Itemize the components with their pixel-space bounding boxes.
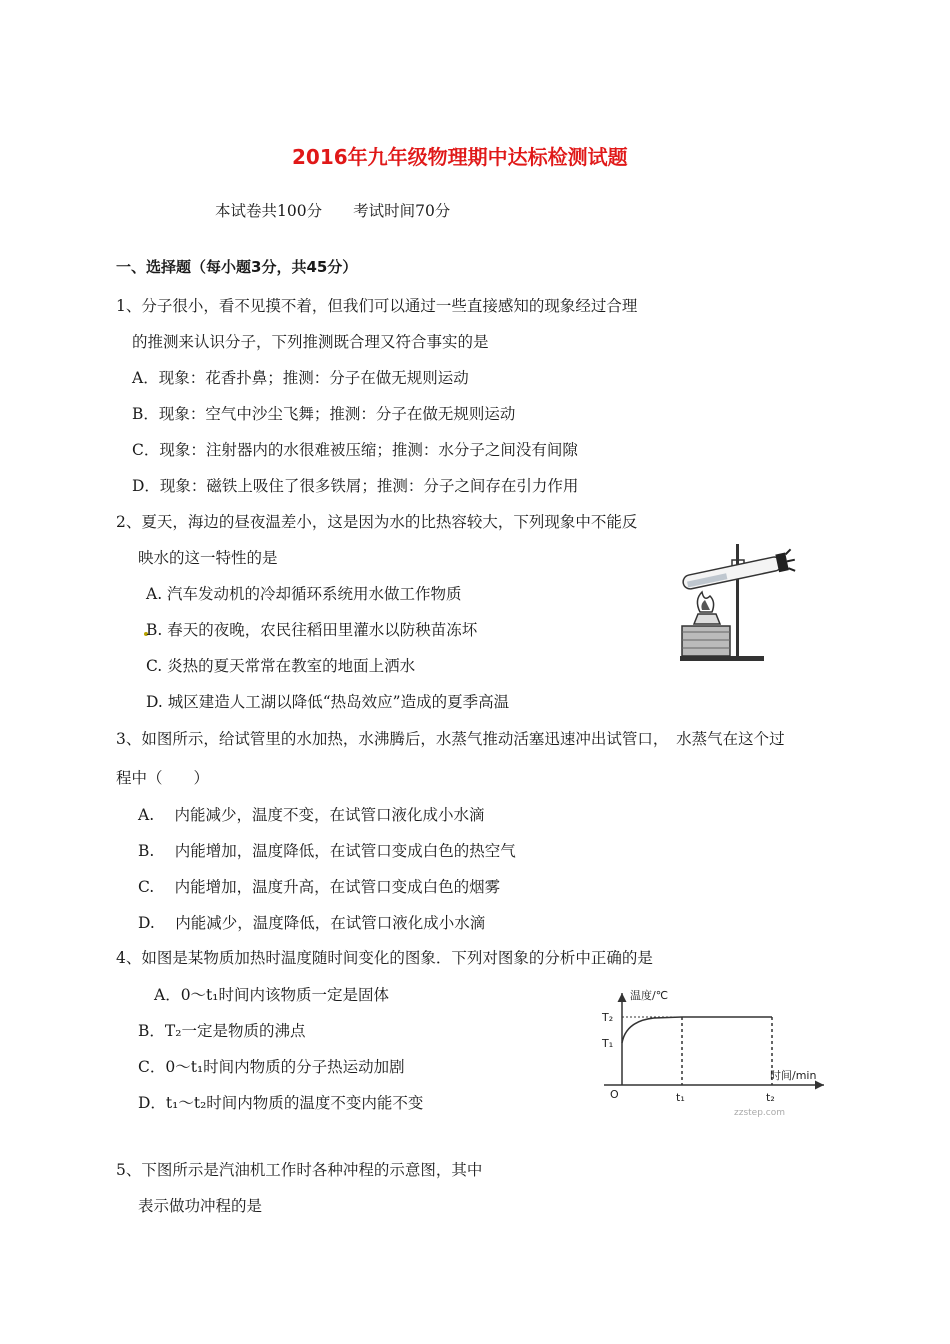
question-4-option-c: C．0～t₁时间内物质的分子热运动加剧	[138, 1058, 405, 1076]
question-4-option-b: B．T₂一定是物质的沸点	[138, 1022, 306, 1040]
question-3-option-c: C. 内能增加，温度升高，在试管口变成白色的烟雾	[138, 878, 501, 896]
question-1-option-d: D．现象：磁铁上吸住了很多铁屑；推测：分子之间存在引力作用	[132, 477, 579, 495]
question-1-option-b: B．现象：空气中沙尘飞舞；推测：分子在做无规则运动	[132, 405, 516, 423]
question-2-line-1: 2、夏天，海边的昼夜温差小，这是因为水的比热容较大，下列现象中不能反	[116, 513, 638, 531]
question-1-option-a: A．现象：花香扑鼻；推测：分子在做无规则运动	[132, 369, 469, 387]
question-2-option-c: C. 炎热的夏天常常在教室的地面上洒水	[146, 657, 416, 675]
question-3-option-a: A. 内能减少，温度不变，在试管口液化成小水滴	[138, 806, 485, 824]
question-2-option-b: B. 春天的夜晚，农民往稻田里灌水以防秧苗冻坏	[146, 621, 478, 639]
graph-tick-t1-temp: T₁	[602, 1037, 614, 1050]
question-1-line-2: 的推测来认识分子，下列推测既合理又符合事实的是	[132, 333, 489, 351]
question-4-option-a: A．0～t₁时间内该物质一定是固体	[154, 986, 389, 1004]
graph-watermark: zzstep.com	[734, 1108, 785, 1118]
question-3-option-b: B. 内能增加，温度降低，在试管口变成白色的热空气	[138, 842, 516, 860]
graph-tick-t2-temp: T₂	[602, 1011, 614, 1024]
question-1-option-c: C．现象：注射器内的水很难被压缩；推测：水分子之间没有间隙	[132, 441, 578, 459]
question-3-line-1: 3、如图所示，给试管里的水加热，水沸腾后，水蒸气推动活塞迅速冲出试管口， 水蒸气在这个过	[116, 730, 785, 748]
question-2-option-a: A. 汽车发动机的冷却循环系统用水做工作物质	[146, 585, 462, 603]
graph-y-label: 温度/℃	[630, 989, 669, 1002]
question-4-option-d: D．t₁～t₂时间内物质的温度不变内能不变	[138, 1094, 424, 1112]
test-tube-apparatus-figure	[672, 540, 802, 670]
temperature-time-graph	[594, 985, 834, 1118]
question-2-line-2: 映水的这一特性的是	[138, 549, 278, 567]
graph-tick-t1-time: t₁	[676, 1091, 685, 1104]
question-4-line-1: 4、如图是某物质加热时温度随时间变化的图象．下列对图象的分析中正确的是	[116, 949, 653, 967]
page-title: 2016年九年级物理期中达标检测试题	[292, 145, 628, 169]
question-3-option-d: D. 内能减少，温度降低，在试管口液化成小水滴	[138, 914, 486, 932]
section-heading: 一、选择题（每小题3分，共45分）	[116, 258, 358, 276]
graph-tick-t2-time: t₂	[766, 1091, 775, 1104]
exam-info: 本试卷共100分 考试时间70分	[215, 202, 451, 220]
question-3-line-2: 程中（ ）	[116, 769, 210, 787]
question-1-line-1: 1、分子很小，看不见摸不着，但我们可以通过一些直接感知的现象经过合理	[116, 297, 638, 315]
graph-x-label: 时间/min	[770, 1069, 817, 1082]
graph-origin: O	[610, 1088, 619, 1101]
question-5-line-1: 5、下图所示是汽油机工作时各种冲程的示意图，其中	[116, 1161, 483, 1179]
question-5-line-2: 表示做功冲程的是	[138, 1197, 263, 1215]
graph-curve	[622, 1017, 772, 1043]
question-2-option-d: D. 城区建造人工湖以降低“热岛效应”造成的夏季高温	[146, 693, 510, 711]
